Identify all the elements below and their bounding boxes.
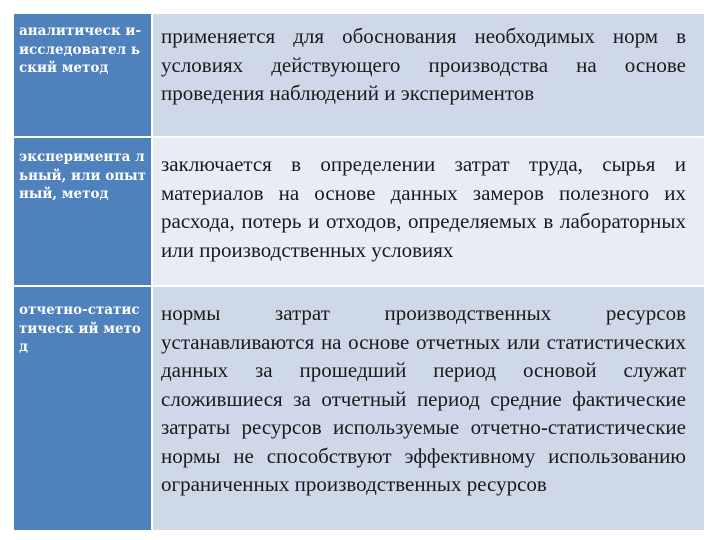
method-name-cell: отчетно-статистическ ий метод: [14, 285, 153, 530]
method-description-cell: нормы затрат производственных ресурсов устанавливаются на основе отчетных или статистических данных за прошедший период основой служат сложившиеся за отчетный период средние фактические затраты ресурсов используемые отчетно-статистические нормы не способствуют эффективному использованию ограниченных производственных ресурсов: [153, 285, 704, 530]
method-name-cell: аналитическ и-исследовател ьский метод: [14, 14, 153, 136]
methods-table: [14, 14, 704, 530]
method-description-cell: применяется для обоснования необходимых норм в условиях действующего производства на основе проведения наблюдений и экспериментов: [153, 14, 704, 136]
method-name-cell: эксперимента льный, или опытный, метод: [14, 136, 153, 285]
method-description-cell: заключается в определении затрат труда, сырья и материалов на основе данных замеров полезного их расхода, потерь и отходов, определяемых в лабораторных или производственных условиях: [153, 136, 704, 285]
